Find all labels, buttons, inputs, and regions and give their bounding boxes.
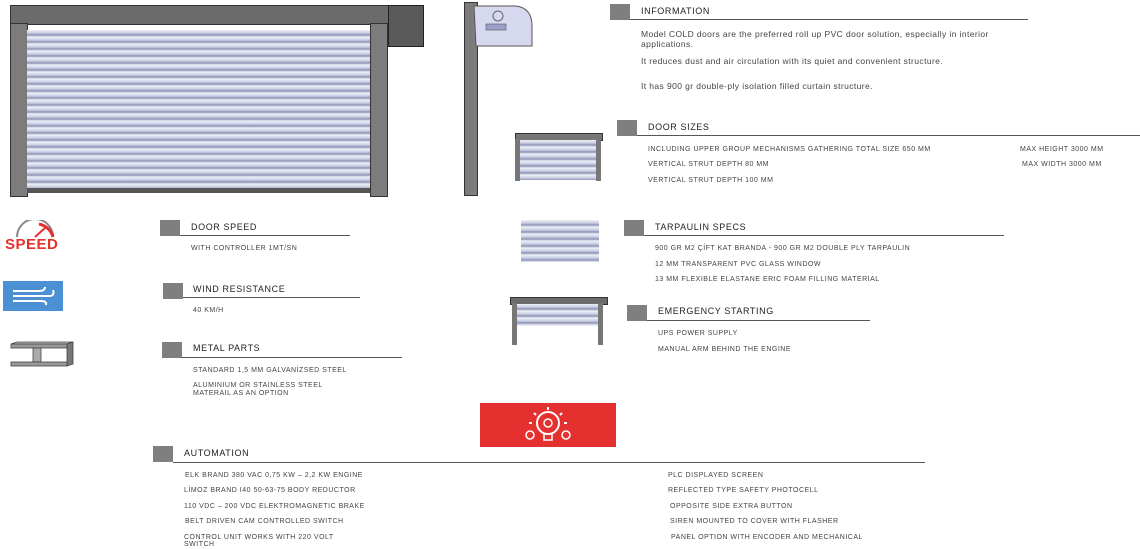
emergency-right-rail <box>598 303 603 345</box>
tarpaulin-line-1: 900 GR M2 ÇİFT KAT BRANDA - 900 GR M2 DOUBLE PLY TARPAULIN <box>655 245 911 252</box>
side-bracket-drawing <box>472 4 536 48</box>
information-paragraph-2: It reduces dust and air circulation with its quiet and convenient structure. <box>641 56 944 66</box>
door-front-illustration <box>10 5 424 195</box>
door-sizes-line-2: VERTICAL STRUT DEPTH 80 MM <box>648 161 770 168</box>
tarpaulin-line-2: 12 MM TRANSPARENT PVC GLASS WINDOW <box>655 261 821 268</box>
door-speed-underline <box>180 235 350 236</box>
emergency-curtain <box>517 304 598 326</box>
door-sizes-heading-marker <box>617 120 637 136</box>
motor-housing <box>388 5 424 47</box>
tarpaulin-heading-marker <box>624 220 644 236</box>
emergency-title: EMERGENCY STARTING <box>658 306 774 316</box>
door-sizes-right-rail <box>596 139 601 181</box>
information-title: INFORMATION <box>641 6 710 16</box>
metal-underline <box>182 357 402 358</box>
automation-right-1: PLC DISPLAYED SCREEN <box>668 472 764 479</box>
tarpaulin-illustration <box>521 220 599 262</box>
door-sizes-underline <box>637 135 1140 136</box>
door-sizes-line-1: INCLUDING UPPER GROUP MECHANISMS GATHERING TOTAL SIZE 650 MM <box>648 146 931 153</box>
automation-left-2: LİMOZ BRAND I40 50-63-75 BODY REDUCTOR <box>184 487 356 494</box>
information-underline <box>630 19 1028 20</box>
automation-right-4: SIREN MOUNTED TO COVER WITH FLASHER <box>670 518 839 525</box>
tarpaulin-line-3: 13 MM FLEXIBLE ELASTANE ERIC FOAM FILLING MATERIAL <box>655 276 880 283</box>
door-bottom-bar <box>27 188 370 193</box>
information-paragraph-3: It has 900 gr double-ply isolation filled curtain structure. <box>641 81 873 91</box>
automation-left-6: SWITCH <box>184 541 215 548</box>
emergency-line-1: UPS POWER SUPPLY <box>658 330 738 337</box>
right-rail <box>370 23 388 197</box>
left-rail <box>10 23 28 197</box>
metal-line-1: STANDARD 1,5 MM GALVANİZSED STEEL <box>193 367 347 374</box>
metal-title: METAL PARTS <box>193 343 261 353</box>
door-speed-heading-marker <box>160 220 180 236</box>
tarpaulin-title: TARPAULIN SPECS <box>655 222 747 232</box>
door-curtain <box>27 30 370 188</box>
automation-left-1: ELK BRAND 380 VAC 0,75 KW – 2,2 KW ENGINE <box>185 472 363 479</box>
door-sizes-illustration <box>515 133 603 181</box>
automation-left-4: BELT DRIVEN CAM CONTROLLED SWITCH <box>185 518 344 525</box>
automation-left-3: 110 VDC – 200 VDC ELEKTROMAGNETIC BRAKE <box>184 503 365 510</box>
automation-right-3: OPPOSITE SIDE EXTRA BUTTON <box>670 503 793 510</box>
door-sizes-line-3: VERTICAL STRUT DEPTH 100 MM <box>648 177 774 184</box>
emergency-illustration <box>510 297 606 345</box>
speed-icon <box>3 220 67 254</box>
automation-right-2: REFLECTED TYPE SAFETY PHOTOCELL <box>668 487 819 494</box>
emergency-heading-marker <box>627 305 647 321</box>
speed-icon-label: SPEED <box>5 236 59 253</box>
automation-title: AUTOMATION <box>184 448 250 458</box>
information-paragraph-1: Model COLD doors are the preferred roll up PVC door solution, especially in interior applications. <box>641 29 989 49</box>
automation-underline <box>173 462 925 463</box>
wind-underline <box>183 297 360 298</box>
wind-title: WIND RESISTANCE <box>193 284 286 294</box>
information-heading-marker <box>610 4 630 20</box>
door-speed-title: DOOR SPEED <box>191 222 258 232</box>
wind-lines-icon <box>9 285 57 307</box>
automation-heading-marker <box>153 446 173 462</box>
emergency-underline <box>647 320 870 321</box>
gear-bulb-icon <box>524 405 572 445</box>
steel-beam-icon <box>3 340 81 370</box>
metal-line-2: ALUMINIUM OR STAINLESS STEEL <box>193 382 323 389</box>
automation-right-5: PANEL OPTION WITH ENCODER AND MECHANICAL <box>671 534 863 541</box>
metal-line-3: MATERAIL AS AN OPTION <box>193 390 289 397</box>
wind-line-1: 40 KM/H <box>193 307 224 314</box>
automation-left-5: CONTROL UNIT WORKS WITH 220 VOLT <box>184 534 334 541</box>
tarpaulin-underline <box>644 235 1004 236</box>
wind-icon <box>3 281 63 311</box>
i-beam-icon <box>3 340 81 370</box>
wind-heading-marker <box>163 283 183 299</box>
door-sizes-max-height: MAX HEIGHT 3000 MM <box>1020 146 1104 153</box>
emergency-line-2: MANUAL ARM BEHIND THE ENGINE <box>658 346 792 353</box>
metal-heading-marker <box>162 342 182 358</box>
automation-icon <box>480 403 616 447</box>
door-speed-line-1: WITH CONTROLLER 1MT/SN <box>191 245 298 252</box>
door-sizes-curtain <box>520 140 596 180</box>
door-sizes-title: DOOR SIZES <box>648 122 710 132</box>
door-header-box <box>10 5 390 25</box>
door-sizes-max-width: MAX WIDTH 3000 MM <box>1022 161 1102 168</box>
